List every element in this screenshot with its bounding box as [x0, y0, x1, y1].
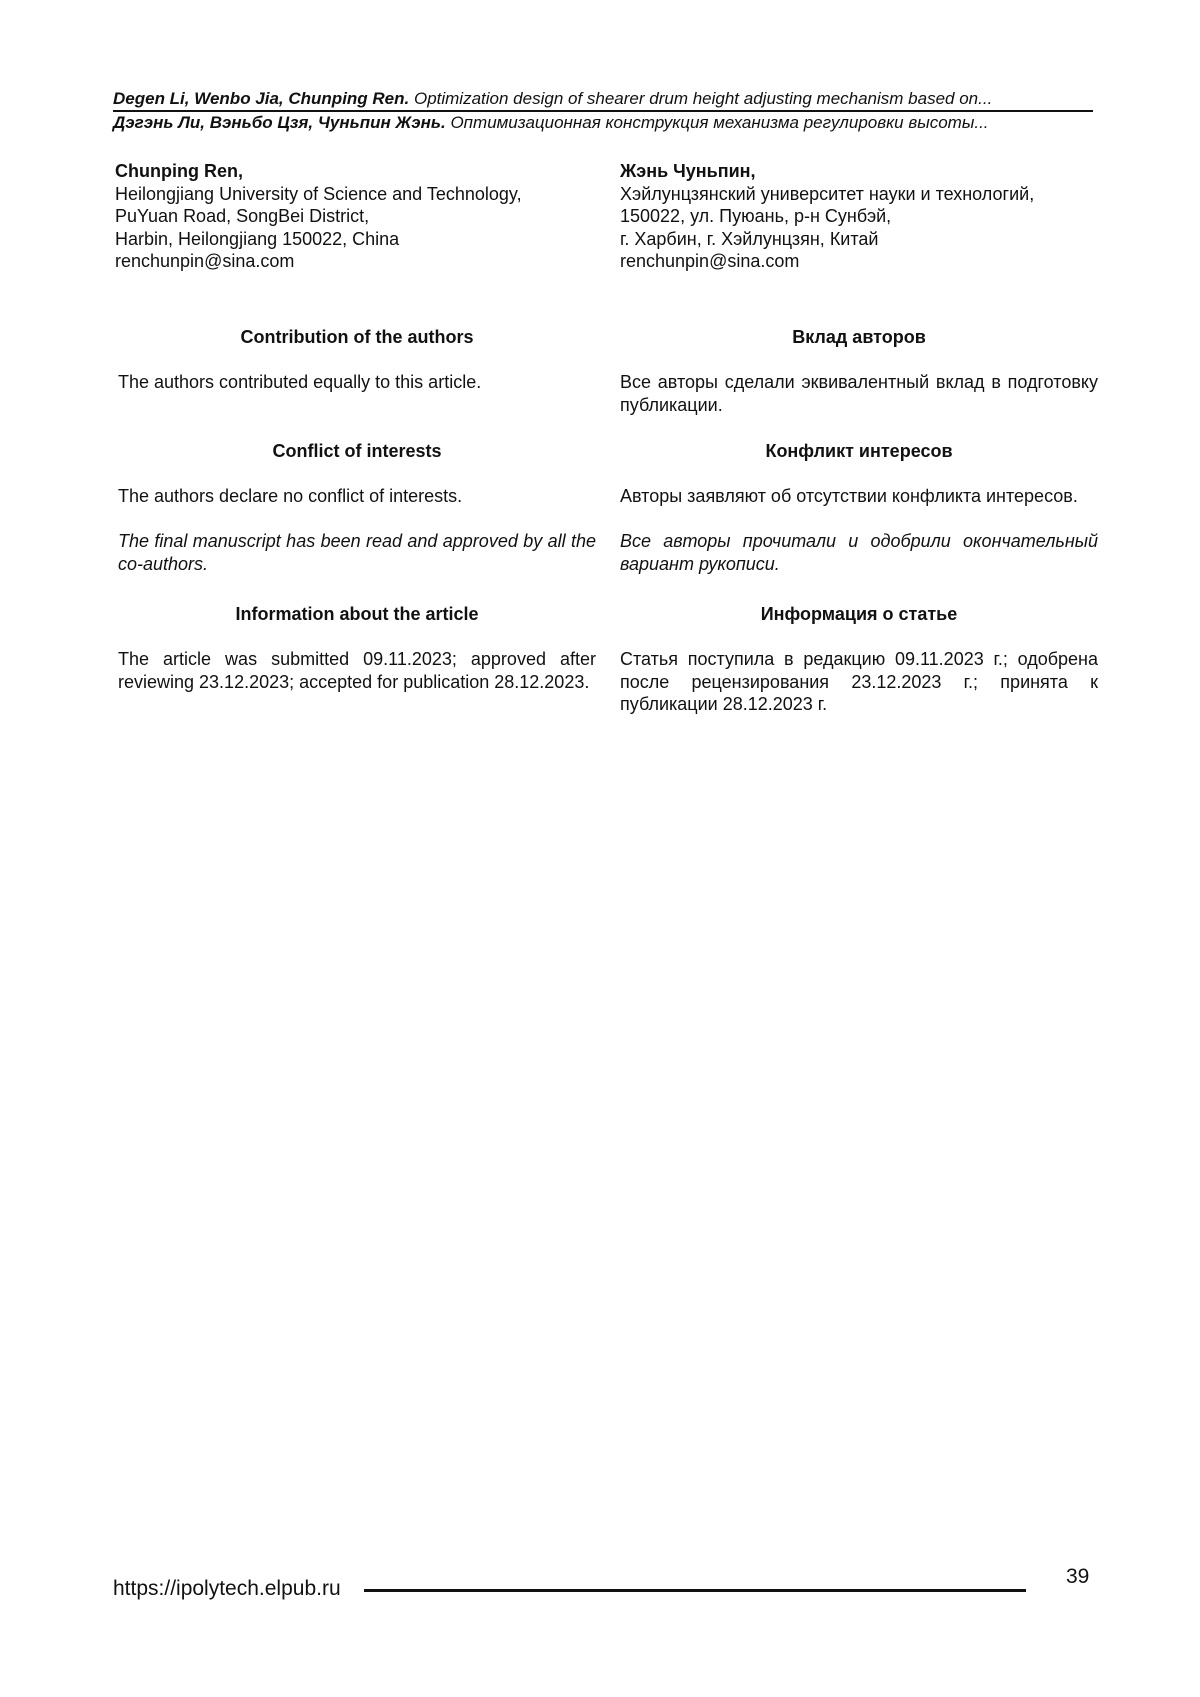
author-address-city-en: Harbin, Heilongjiang 150022, China [115, 228, 400, 249]
article-info-title-en: Information about the article [235, 604, 479, 624]
conflict-body-en: The authors declare no conflict of interests. [118, 486, 463, 506]
journal-url[interactable]: https://ipolytech.elpub.ru [113, 1577, 341, 1600]
conflict-body-ru: Авторы заявляют об отсутствии конфликта интересов. [620, 486, 1078, 506]
running-head-en-authors: Degen Li, Wenbo Jia, Chunping Ren. [113, 89, 410, 108]
author-address-street-ru: 150022, ул. Пуюань, р-н Сунбэй, [620, 206, 892, 226]
approval-note-en [118, 530, 596, 575]
article-info-text-ru [620, 648, 1098, 716]
article-info-body-ru: Статья поступила в редакцию 09.11.2023 г.; одобрена после рецензирования 23.12.2023 г.; принята к публикации 28.12.2023 г. [620, 649, 1098, 714]
approval-note-body-ru: Все авторы прочитали и одобрили окончательный вариант рукописи. [620, 531, 1098, 574]
author-address-city-ru: г. Харбин, г. Хэйлунцзян, Китай [620, 228, 879, 249]
article-info-body-en: The article was submitted 09.11.2023; approved after reviewing 23.12.2023; accepted for publication 28.12.2023. [118, 649, 596, 692]
author-address-street-en: PuYuan Road, SongBei District, [115, 206, 370, 226]
footer-rule [364, 1589, 1026, 1592]
contribution-text-ru [620, 371, 1098, 416]
article-info-heading-ru [620, 603, 1098, 626]
running-head [113, 88, 1093, 134]
contribution-heading-en [118, 326, 596, 349]
article-info-heading-en [118, 603, 596, 626]
author-email-en[interactable]: renchunpin@sina.com [115, 251, 295, 271]
contribution-title-ru: Вклад авторов [792, 327, 926, 347]
author-info-en [115, 160, 593, 273]
conflict-text-en [118, 485, 596, 508]
author-email-ru[interactable]: renchunpin@sina.com [620, 251, 800, 271]
contribution-body-en: The authors contributed equally to this article. [118, 372, 482, 392]
conflict-title-ru: Конфликт интересов [765, 441, 953, 461]
running-head-en-title: Optimization design of shearer drum height adjusting mechanism based on... [409, 89, 993, 108]
conflict-heading-en [118, 440, 596, 463]
contribution-title-en: Contribution of the authors [240, 327, 474, 347]
conflict-heading-ru [620, 440, 1098, 463]
running-head-ru-authors: Дэгэнь Ли, Вэньбо Цзя, Чуньпин Жэнь. [113, 113, 446, 132]
article-info-text-en [118, 648, 596, 693]
author-info-ru [620, 160, 1098, 273]
running-head-en [113, 88, 1093, 110]
author-affiliation-ru: Хэйлунцзянский университет науки и технологий, [620, 183, 1035, 204]
article-info-title-ru: Информация о статье [760, 604, 958, 624]
author-name-ru: Жэнь Чуньпин, [620, 161, 756, 181]
contribution-body-ru: Все авторы сделали эквивалентный вклад в подготовку публикации. [620, 372, 1098, 415]
conflict-title-en: Conflict of interests [272, 441, 442, 461]
contribution-heading-ru [620, 326, 1098, 349]
running-head-ru [113, 112, 1093, 134]
contribution-text-en [118, 371, 596, 394]
approval-note-body-en: The final manuscript has been read and approved by all the co-authors. [118, 531, 596, 574]
author-affiliation-en: Heilongjiang University of Science and Technology, [115, 183, 522, 204]
running-head-ru-title: Оптимизационная конструкция механизма регулировки высоты... [445, 113, 989, 132]
author-name-en: Chunping Ren, [115, 161, 243, 181]
page-number: 39 [1066, 1565, 1090, 1588]
approval-note-ru [620, 530, 1098, 575]
conflict-text-ru [620, 485, 1098, 508]
